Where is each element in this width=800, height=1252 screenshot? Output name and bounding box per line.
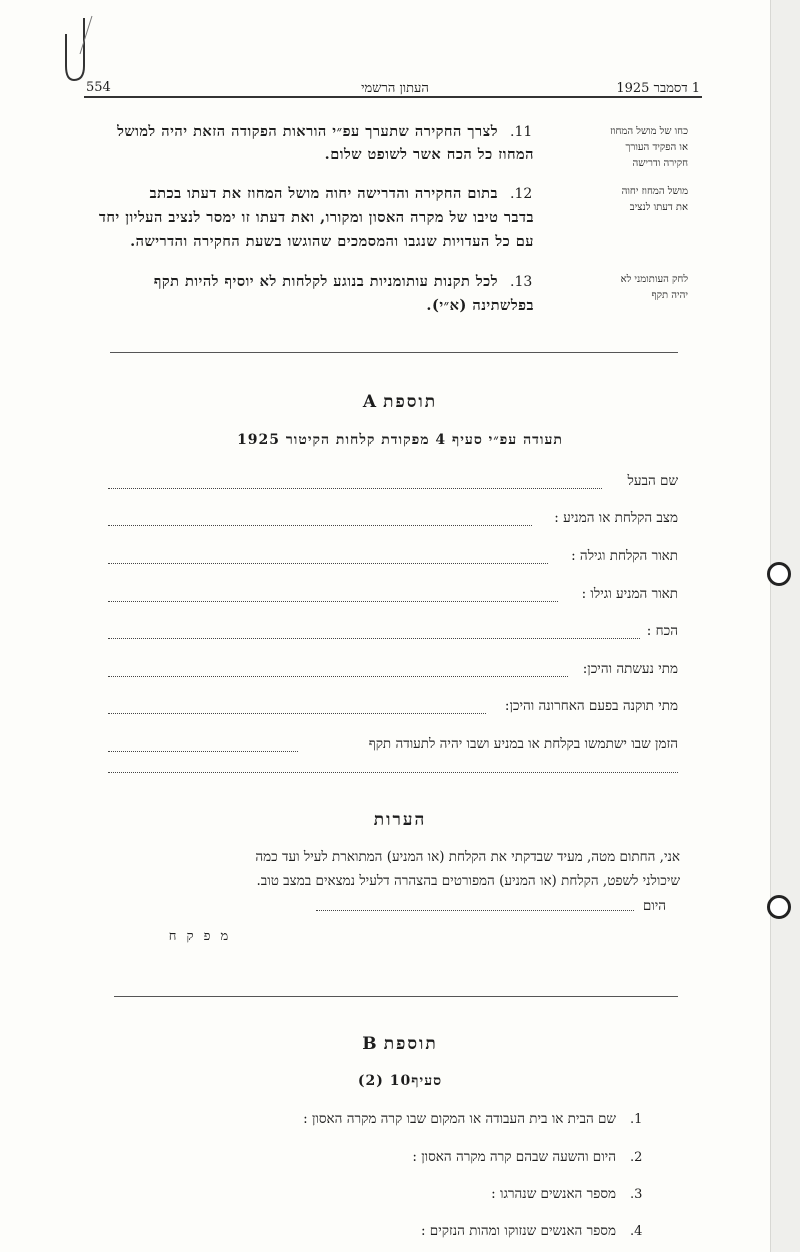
date-line <box>316 910 634 911</box>
item-number-3: .3 <box>630 1187 643 1202</box>
field-owner: שם הבעל <box>108 473 678 493</box>
section-number-11: .11 <box>510 124 533 140</box>
margin-note-13: לחק העותומני לא יהיה תקף <box>620 274 688 301</box>
field-boiler-condition: מצב הקלחת או המניע : <box>108 510 678 530</box>
section-11-line-2: המחוז כל הכח אשר לשופט שלום. <box>324 146 534 163</box>
field-built-when-where: מתי נעשתה והיכן: <box>108 661 678 681</box>
field-last-repaired: מתי תוקנה בפעם האחרונה והיכן: <box>108 698 678 718</box>
field-validity-period: הזמן שבו ישתמשו בקלחת או במניע ושבו יהיה לתעודה תקף <box>108 736 678 756</box>
declaration-line-2: שיכולני לשפט, הקלחת (או המניע) המפורטים בהצהרה דלעיל נמצאים במצב טוב. <box>256 873 680 889</box>
margin-note-12: מושל המחוז יחוה את דעתו לנציב <box>621 186 688 213</box>
section-12-line-3: עם כל העדויות שנגבו והמסמכים שהוגשו בשעת החקירה והדרישה. <box>130 233 534 250</box>
item-text-1: שם הבית או בית העבודה או המקום שבו קרה מקרה האסון : <box>303 1111 616 1127</box>
section-number-13: .13 <box>510 274 533 290</box>
appendix-divider <box>114 996 678 997</box>
appendix-a-title: תוספת <box>383 392 438 412</box>
notes-heading: הערות <box>373 810 427 830</box>
binder-hole-lower <box>767 895 791 919</box>
scan-edge <box>770 0 800 1252</box>
appendix-a-subtitle: תעודה עפ״י סעיף 4 מפקודת קלחות הקיטור 1925 <box>237 432 563 448</box>
margin-note-11: כחו של מושל המחוז או הפקיד העורך חקירה ודרישה <box>610 126 688 169</box>
section-13-line-1: לכל תקנות עותומניות בנוגע לקלחות לא יוסיף להיות תקף <box>153 273 498 290</box>
binder-hole-upper <box>767 562 791 586</box>
item-text-2: היום והשעה שבהם קרה מקרה האסון : <box>412 1149 616 1165</box>
section-divider <box>110 352 678 353</box>
section-12-line-2: בדבר טיבו של מקרה האסון ומקורו, ואת דעתו זו ימסר לנציב העליון יחד <box>98 209 534 226</box>
item-number-2: .2 <box>630 1150 643 1165</box>
section-number-12: .12 <box>510 186 533 202</box>
inspector-signature: מ פ ק ח <box>168 929 232 944</box>
section-11-line-1: לצרך החקירה שתערך עפ״י הוראות הפקודה הזאת יהיה למושל <box>117 123 498 140</box>
field-power: הכח : <box>108 623 678 643</box>
section-12-line-1: בתום החקירה והדרישה יחוה מושל המחוז את דעתו בכתב <box>149 185 498 202</box>
appendix-b-subtitle: סעיף10 (2) <box>357 1073 443 1089</box>
appendix-b-title: תוספת <box>383 1034 438 1054</box>
page-number: 554 <box>86 80 111 95</box>
field-validity-continuation <box>108 772 678 773</box>
issue-date: 1 דסמבר 1925 <box>616 81 700 96</box>
item-text-4: מספר האנשים שנזוקו ומהות הנזקים : <box>420 1223 616 1239</box>
appendix-b-heading <box>300 1034 500 1054</box>
declaration-line-1: אני, החתום מטה, מעיד שבדקתי את הקלחת (או המניע) המתוארת לעיל ועד כמה <box>255 849 680 865</box>
item-text-3: מספר האנשים שנהרגו : <box>491 1186 616 1202</box>
appendix-b-letter: B <box>362 1034 379 1054</box>
item-number-4: .4 <box>630 1224 643 1239</box>
header-rule <box>84 96 702 98</box>
appendix-a-letter: A <box>362 392 379 412</box>
field-engine-description: תאור המניע וגילו : <box>108 586 678 606</box>
item-number-1: .1 <box>630 1112 643 1127</box>
paperclip-icon <box>62 14 96 84</box>
section-13-line-2: בפלשתינה (א״י). <box>426 297 534 314</box>
appendix-a-heading <box>300 392 500 412</box>
publication-title: העתון הרשמי <box>361 81 429 96</box>
date-label: היום <box>642 898 666 914</box>
field-boiler-description: תאור הקלחת וגילה : <box>108 548 678 568</box>
